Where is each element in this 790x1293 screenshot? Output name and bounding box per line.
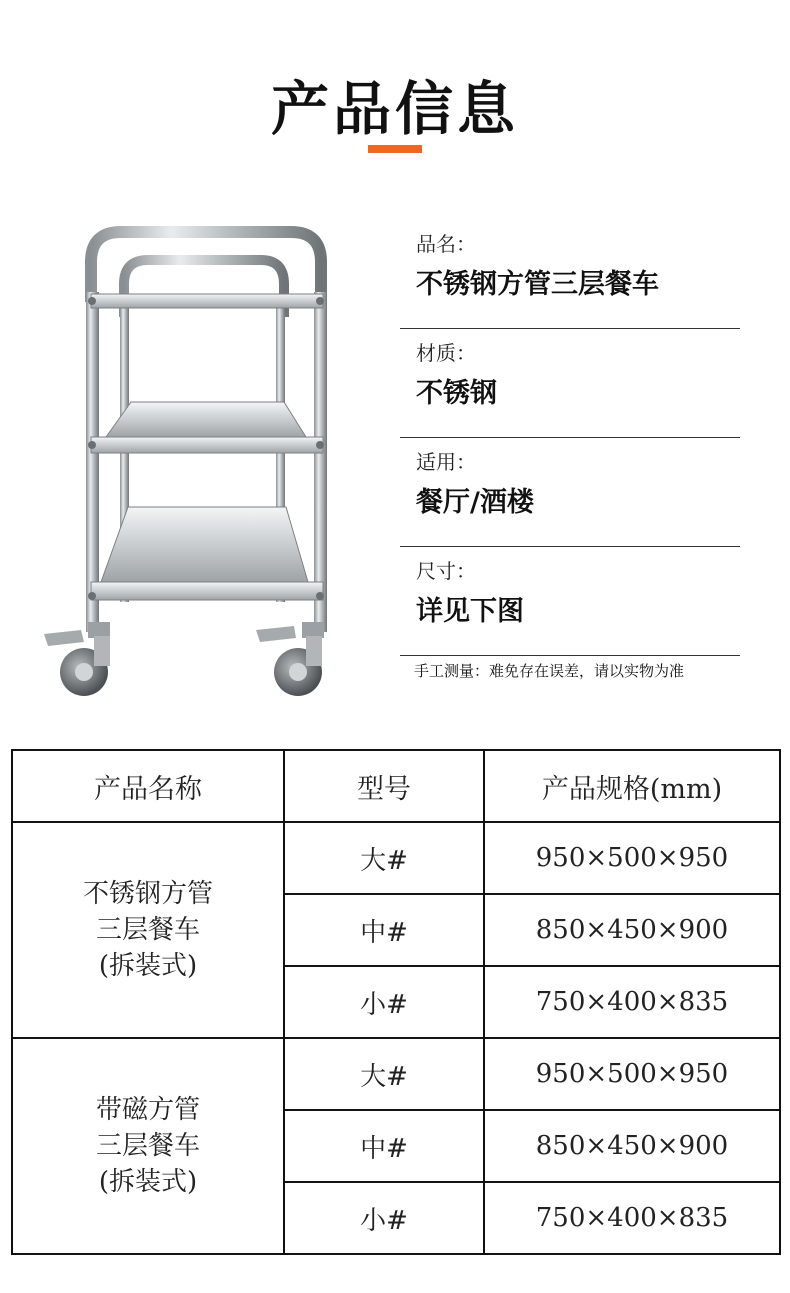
- info-label: 适用：: [416, 450, 476, 474]
- product-name-cell: [12, 822, 284, 1038]
- table-row: [12, 822, 780, 894]
- model-cell: 中#: [284, 894, 484, 966]
- model-cell: 中#: [284, 1110, 484, 1182]
- spec-cell: 850×450×900: [484, 894, 780, 966]
- info-list: [400, 220, 740, 656]
- spec-cell: 750×400×835: [484, 1182, 780, 1254]
- header-product-name: 产品名称: [12, 750, 284, 822]
- table-header-row: [12, 750, 780, 822]
- info-value: 餐厅/酒楼: [416, 487, 534, 518]
- header-model: 型号: [284, 750, 484, 822]
- spec-cell: 950×500×950: [484, 822, 780, 894]
- title-accent-bar: [368, 145, 422, 153]
- info-item-material: [400, 329, 740, 438]
- table-row: [12, 1038, 780, 1110]
- product-name-cell: [12, 1038, 284, 1254]
- info-value: 详见下图: [416, 596, 524, 627]
- model-cell: 大#: [284, 822, 484, 894]
- info-item-size: [400, 547, 740, 656]
- product-name-line: 三层餐车: [95, 915, 200, 945]
- info-value: 不锈钢方管三层餐车: [416, 269, 659, 300]
- info-item-name: [400, 220, 740, 329]
- spec-cell: 950×500×950: [484, 1038, 780, 1110]
- product-name-line: 三层餐车: [95, 1131, 200, 1161]
- product-name-line: 不锈钢方管: [82, 879, 213, 909]
- cart-image: [36, 222, 356, 702]
- model-cell: 大#: [284, 1038, 484, 1110]
- product-name-line: 带磁方管: [95, 1095, 200, 1125]
- model-cell: 小#: [284, 966, 484, 1038]
- product-name-line: (拆装式): [98, 1167, 198, 1197]
- spec-table: [11, 749, 781, 1255]
- spec-cell: 750×400×835: [484, 966, 780, 1038]
- info-label: 材质：: [416, 341, 476, 365]
- info-label: 尺寸：: [416, 559, 476, 583]
- info-label: 品名：: [416, 232, 476, 256]
- info-item-usage: [400, 438, 740, 547]
- header-spec: 产品规格(mm): [484, 750, 780, 822]
- info-value: 不锈钢: [416, 378, 497, 409]
- product-name-line: (拆装式): [98, 951, 198, 981]
- model-cell: 小#: [284, 1182, 484, 1254]
- page-title: 产品信息: [270, 75, 519, 143]
- spec-cell: 850×450×900: [484, 1110, 780, 1182]
- measurement-note: 手工测量：难免存在误差，请以实物为准: [414, 662, 685, 680]
